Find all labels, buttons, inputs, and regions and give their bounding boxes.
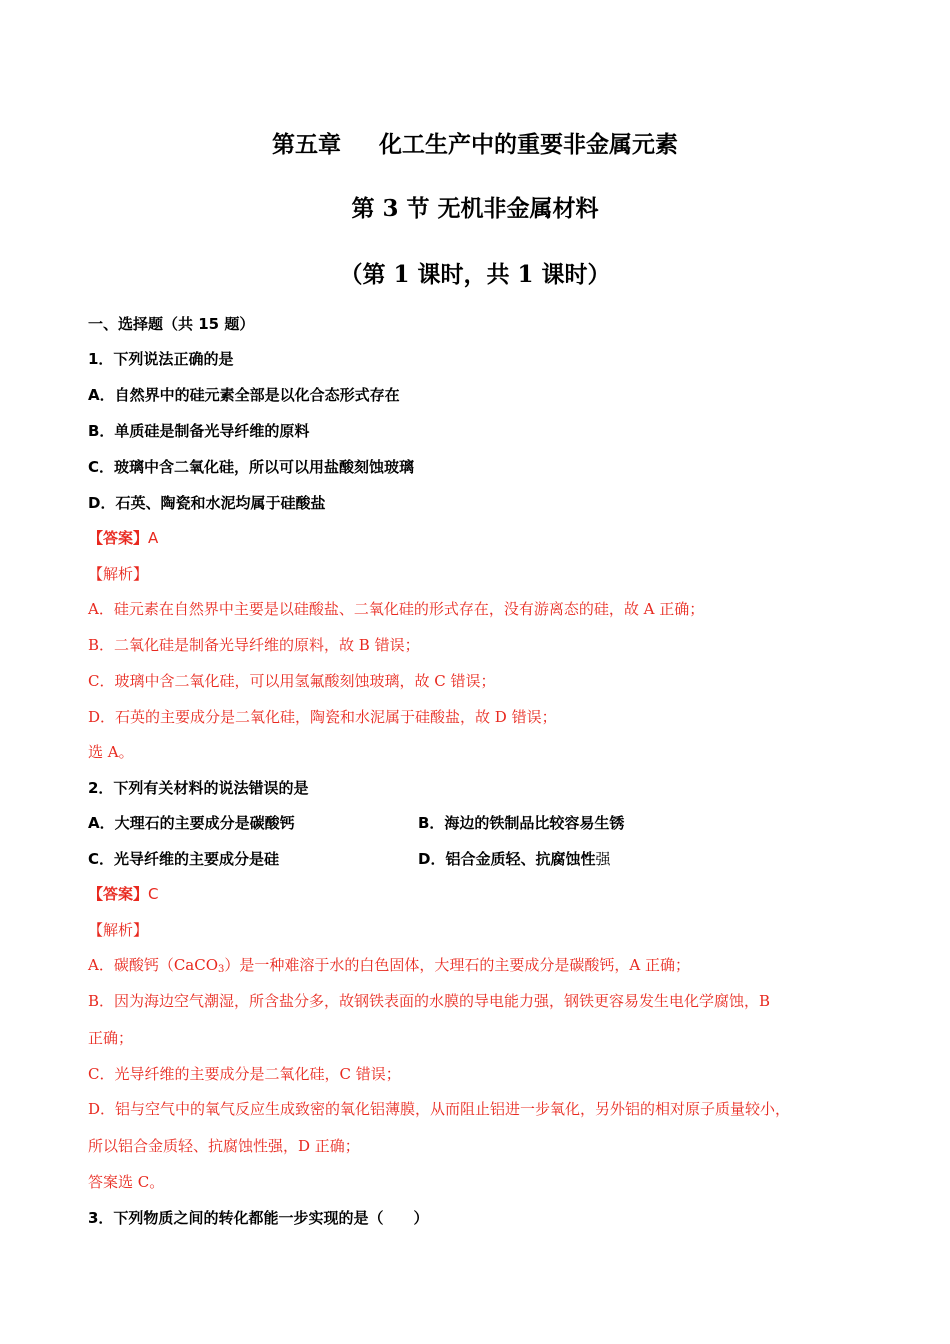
question-1-analysis-b: B．二氧化硅是制备光导纤维的原料，故 B 错误； <box>88 636 420 654</box>
question-2-analysis-label: 【解析】 <box>88 921 149 939</box>
answer-value: A <box>148 529 159 547</box>
question-2-option-b: B．海边的铁制品比较容易生锈 <box>418 814 625 832</box>
question-2-conclusion: 答案选 C。 <box>88 1173 165 1191</box>
question-1-conclusion: 选 A。 <box>88 743 134 761</box>
lesson-title: （第 1 课时，共 1 课时） <box>339 261 611 288</box>
question-3-stem: 3．下列物质之间的转化都能一步实现的是（ ） <box>88 1209 429 1227</box>
chapter-title <box>0 126 950 159</box>
answer-label: 【答案】 <box>88 885 149 903</box>
question-1-analysis-d: D．石英的主要成分是二氧化硅，陶瓷和水泥属于硅酸盐，故 D 错误； <box>88 708 557 726</box>
chapter-name: 化工生产中的重要非金属元素 <box>379 131 678 158</box>
question-1-option-b: B．单质硅是制备光导纤维的原料 <box>88 422 310 440</box>
question-1-option-d: D．石英、陶瓷和水泥均属于硅酸盐 <box>88 494 326 512</box>
question-2-option-d: D．铝合金质轻、抗腐蚀性强 <box>418 850 611 868</box>
question-1-answer <box>88 527 158 548</box>
question-2-analysis-b-line1: B．因为海边空气潮湿，所含盐分多，故钢铁表面的水膜的导电能力强，钢铁更容易发生电化学腐蚀，B <box>88 992 771 1010</box>
chapter-number: 第五章 <box>272 131 341 158</box>
section-heading: 一、选择题（共 15 题） <box>88 315 255 333</box>
section-title: 第 3 节 无机非金属材料 <box>351 195 599 222</box>
answer-label: 【答案】 <box>88 529 149 547</box>
question-2-option-a: A．大理石的主要成分是碳酸钙 <box>88 814 295 832</box>
question-2-analysis-a: A．碳酸钙（CaCO$_3$）是一种难溶于水的白色固体，大理石的主要成分是碳酸钙，A 正确； <box>88 956 691 975</box>
question-1-option-a: A．自然界中的硅元素全部是以化合态形式存在 <box>88 386 400 404</box>
question-2-answer <box>88 883 159 904</box>
question-2-analysis-d-line1: D．铝与空气中的氧气反应生成致密的氧化铝薄膜，从而阻止铝进一步氧化，另外铝的相对原子质量较小， <box>88 1100 791 1118</box>
question-2-analysis-d-line2: 所以铝合金质轻、抗腐蚀性强，D 正确； <box>88 1137 360 1155</box>
question-2-analysis-c: C．光导纤维的主要成分是二氧化硅，C 错误； <box>88 1065 401 1083</box>
question-1-option-c: C．玻璃中含二氧化硅，所以可以用盐酸刻蚀玻璃 <box>88 458 415 476</box>
answer-value: C <box>148 885 159 903</box>
question-2-stem: 2．下列有关材料的说法错误的是 <box>88 779 309 797</box>
question-1-analysis-c: C．玻璃中含二氧化硅，可以用氢氟酸刻蚀玻璃，故 C 错误； <box>88 672 496 690</box>
question-2-option-c: C．光导纤维的主要成分是硅 <box>88 850 280 868</box>
question-1-stem: 1．下列说法正确的是 <box>88 350 234 368</box>
question-2-analysis-b-line2: 正确； <box>88 1029 134 1047</box>
question-1-analysis-a: A．硅元素在自然界中主要是以硅酸盐、二氧化硅的形式存在，没有游离态的硅，故 A 正确； <box>88 600 705 618</box>
question-1-analysis-label: 【解析】 <box>88 565 149 583</box>
